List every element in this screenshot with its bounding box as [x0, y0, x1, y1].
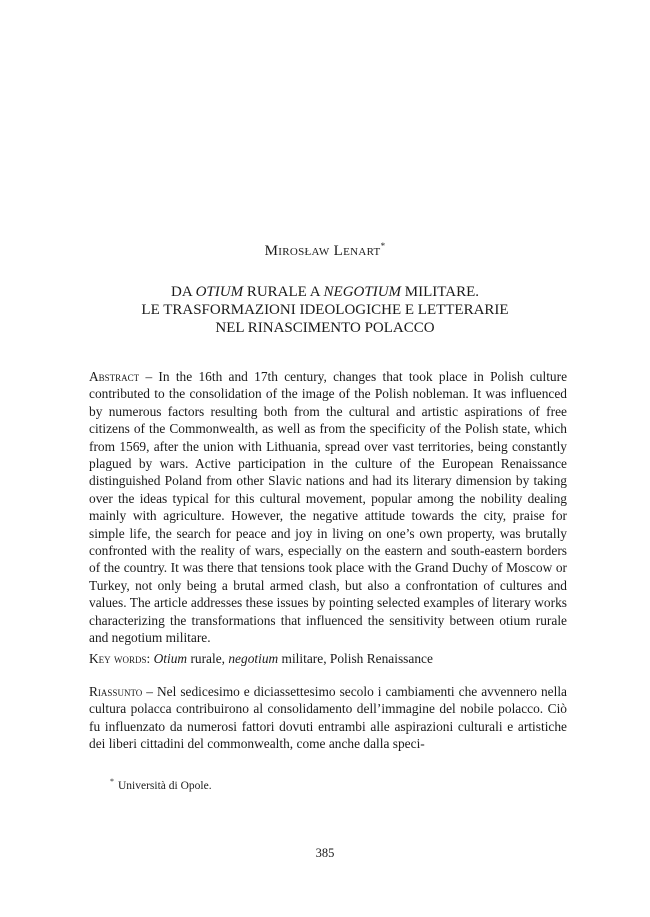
- abstract-separator: –: [139, 369, 159, 384]
- author-name: Mirosław Lenart: [264, 243, 381, 259]
- abstract-text: In the 16th and 17th century, changes that took place in Polish culture contributed to the consolidation of the image of the Polish nobleman. It was influenced by numerous factors resulting both from the cultural and artistic aspirations of free citizens of the Commonwealth, as well as from the specificity of the Polish state, which from 1569, after the union with Lithuania, spread over vast territories, being constantly plagued by wars. Active participation in the culture of the European Renaissance distinguished Poland from other Slavic nations and had its literary dimension by taking over the ideas typical for this cultural movement, popular among the nobility dealing mainly with agriculture. However, the negative attitude towards the city, praise for simple life, the search for peace and joy in living on one’s own property, was brutally confronted with the reality of wars, especially on the eastern and south-eastern borders of the country. It was there that tensions took place with the Grand Duchy of Moscow or Turkey, not only being a brutal armed clash, but also a confrontation of cultures and values. The article addresses these issues by pointing selected examples of literary works characterizing the transformations that influenced the sensitivity between otium rurale and negotium militare.: [89, 369, 568, 646]
- riassunto-text: Nel sedicesimo e diciassettesimo secolo i cambiamenti che avvennero nella cultura polacca contribuirono al consolidamento dell’immagine del nobile polacco. Ciò fu influenzato da numerosi fattori dovuti entrambi alle aspirazioni culturali e artistiche dei liberi cittadini del commonwealth, come anche dalla speci-: [89, 684, 568, 752]
- title-text: RURALE A: [243, 284, 324, 300]
- keyword-text: rurale,: [187, 651, 229, 666]
- keyword-text: militare, Polish Renaissance: [278, 651, 433, 666]
- title-line-2: LE TRASFORMAZIONI IDEOLOGICHE E LETTERARIE: [141, 302, 509, 318]
- title-line-3: NEL RINASCIMENTO POLACCO: [215, 320, 435, 336]
- riassunto-label: Riassunto: [89, 684, 143, 699]
- title-text: DA: [171, 284, 196, 300]
- title-italic-negotium: NEGOTIUM: [323, 284, 402, 300]
- author-footnote-mark: *: [380, 241, 386, 251]
- title-line-1: [60, 283, 590, 301]
- title-italic-otium: OTIUM: [195, 284, 244, 300]
- footnote: [110, 779, 212, 793]
- page-number: 385: [315, 846, 335, 860]
- footnote-text: Università di Opole.: [118, 780, 212, 792]
- keyword-otium: Otium: [153, 651, 188, 666]
- title-text: MILITARE.: [401, 284, 479, 300]
- abstract-paragraph: [89, 368, 567, 647]
- keywords-colon: :: [146, 651, 154, 666]
- article-title: [60, 283, 590, 337]
- keywords-label: Key words: [89, 651, 147, 666]
- keyword-negotium: negotium: [228, 651, 279, 666]
- footnote-mark: *: [110, 777, 114, 787]
- abstract-label: Abstract: [89, 369, 140, 384]
- riassunto-paragraph: [89, 683, 567, 753]
- riassunto-separator: –: [142, 684, 157, 699]
- keywords-paragraph: [89, 650, 567, 667]
- author-line: [0, 243, 650, 260]
